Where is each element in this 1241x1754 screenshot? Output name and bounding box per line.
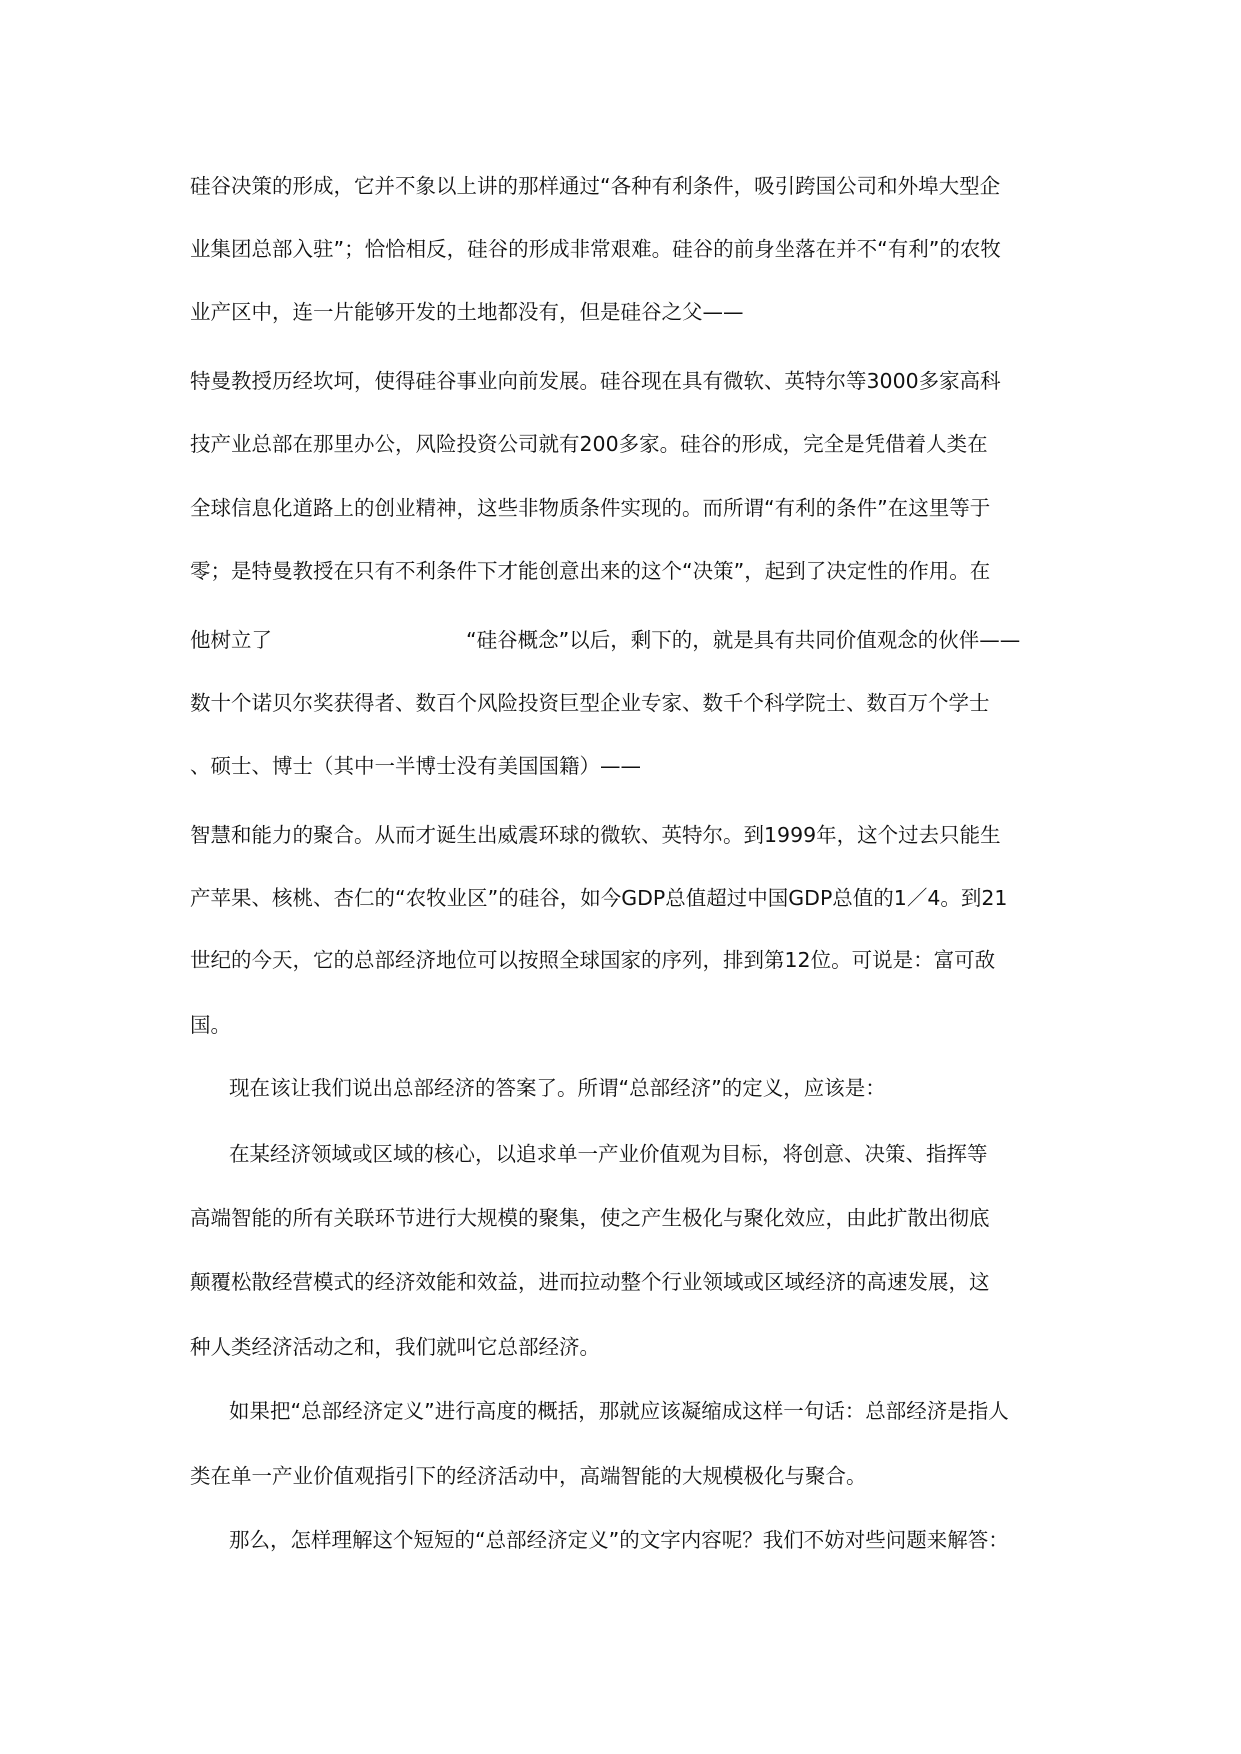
text-line: 技产业总部在那里办公，风险投资公司就有200多家。硅谷的形成，完全是凭借着人类在 [190,432,988,456]
text-line: 、硕士、博士（其中一半博士没有美国国籍）—— [190,754,641,778]
text-line-start: 他树立了 [190,628,272,652]
text-line: 业产区中，连一片能够开发的土地都没有，但是硅谷之父—— [190,300,744,324]
text-line: 世纪的今天，它的总部经济地位可以按照全球国家的序列，排到第12位。可说是：富可敌 [190,948,996,972]
text-line: 数十个诺贝尔奖获得者、数百个风险投资巨型企业专家、数千个科学院士、数百万个学士 [190,691,990,715]
paragraph-first-line: 那么，怎样理解这个短短的“总部经济定义”的文字内容呢？我们不妨对些问题来解答： [229,1528,1009,1552]
text-line: 种人类经济活动之和，我们就叫它总部经济。 [190,1335,600,1359]
text-line [190,626,1070,654]
text-line: 高端智能的所有关联环节进行大规模的聚集，使之产生极化与聚化效应，由此扩散出彻底 [190,1206,990,1230]
text-line: 智慧和能力的聚合。从而才诞生出威震环球的微软、英特尔。到1999年，这个过去只能生 [190,823,1001,847]
paragraph-first-line: 如果把“总部经济定义”进行高度的概括，那就应该凝缩成这样一句话：总部经济是指人 [229,1399,1009,1423]
text-line: 硅谷决策的形成，它并不象以上讲的那样通过“各种有利条件，吸引跨国公司和外埠大型企 [190,174,1001,198]
text-line: 全球信息化道路上的创业精神，这些非物质条件实现的。而所谓“有利的条件”在这里等于 [190,496,991,520]
text-line-end: “硅谷概念”以后，剩下的，就是具有共同价值观念的伙伴—— [466,628,1021,652]
paragraph-first-line: 现在该让我们说出总部经济的答案了。所谓“总部经济”的定义，应该是： [229,1076,886,1100]
text-line: 特曼教授历经坎坷，使得硅谷事业向前发展。硅谷现在具有微软、英特尔等3000多家高科 [190,369,1001,393]
paragraph-first-line: 在某经济领域或区域的核心，以追求单一产业价值观为目标，将创意、决策、指挥等 [229,1142,988,1166]
text-line: 产苹果、核桃、杏仁的“农牧业区”的硅谷，如今GDP总值超过中国GDP总值的1／4。到21 [190,886,1008,910]
text-line: 业集团总部入驻”；恰恰相反，硅谷的形成非常艰难。硅谷的前身坐落在并不“有利”的农牧 [190,237,1001,261]
text-line: 零；是特曼教授在只有不利条件下才能创意出来的这个“决策”，起到了决定性的作用。在 [190,559,991,583]
text-line: 类在单一产业价值观指引下的经济活动中，高端智能的大规模极化与聚合。 [190,1464,867,1488]
text-line: 颠覆松散经营模式的经济效能和效益，进而拉动整个行业领域或区域经济的高速发展，这 [190,1270,990,1294]
text-line: 国。 [190,1013,231,1037]
